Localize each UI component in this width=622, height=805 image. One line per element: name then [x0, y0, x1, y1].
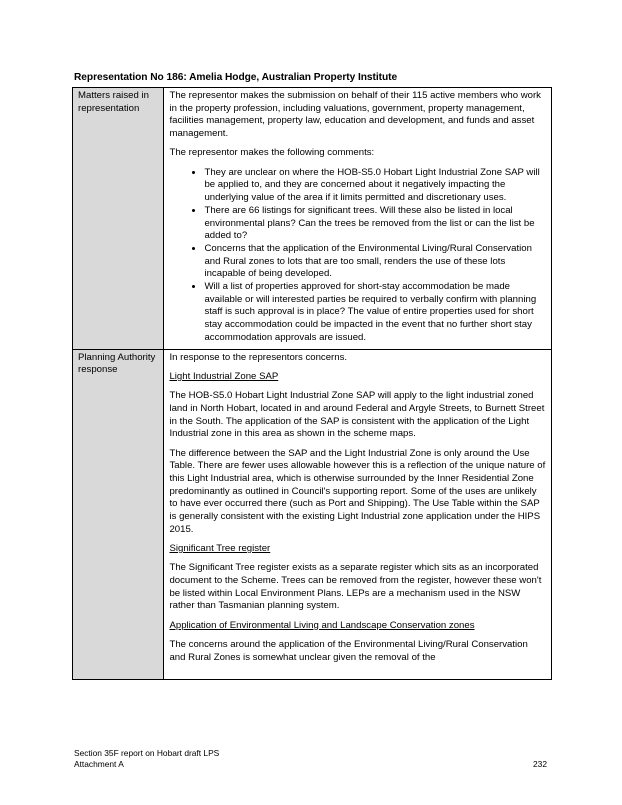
planning-heading-environmental-living: Application of Environmental Living and Landscape Conservation zones: [169, 619, 475, 631]
footer-line-1: Section 35F report on Hobart draft LPS: [74, 748, 220, 758]
planning-heading-significant-tree: Significant Tree register: [169, 543, 271, 555]
matters-paragraph-2: The representor makes the following comments:: [169, 147, 375, 159]
representation-table: [72, 87, 552, 680]
matters-content: [164, 88, 552, 350]
footer-line-2: Attachment A: [74, 758, 124, 769]
planning-label: Planning Authority response: [73, 349, 164, 679]
matters-bullet-2: • There are 66 listings for significant trees. Will these also be listed in local environmental plans? Can the trees be removed from the list or can the list be added to?: [204, 205, 546, 243]
planning-paragraph-2: The difference between the SAP and the Light Industrial Zone is only around the Use Table. There are fewer uses allowable however this is a reflection of the unique nature of this Light Industrial area, which is otherwise surrounded by the Inner Residential Zone predominantly as outlined in Council's supporting report. Some of the uses are unlikely to have ever occurred there (such as Port and Shipping). The Use Table within the SAP is generally consistent with the existing Light Industrial zone application under the HIPS 2015.: [169, 447, 546, 535]
matters-bullet-4: • Will a list of properties approved for short-stay accommodation be made available or will interested parties be required to verbally confirm with planning staff is such approval is in place? The value of entire properties used for short stay accommodation could be impacted in the event that no further short stay accommodation approvals are issued.: [204, 281, 546, 345]
footer-text: [74, 748, 219, 770]
representation-heading: Representation No 186: Amelia Hodge, Australian Property Institute: [74, 72, 398, 83]
matters-bullet-3: • Concerns that the application of the Environmental Living/Rural Conservation and Rural zones to lots that are too small, renders the use of these lots incapable of being developed.: [204, 243, 546, 281]
planning-paragraph-1: The HOB-S5.0 Hobart Light Industrial Zone SAP will apply to the light industrial zoned land in North Hobart, located in and around Federal and Argyle Streets, to Burnett Street in the South. The application of the SAP is consistent with the application of the Light Industrial zone in this area as shown in the scheme maps.: [169, 390, 545, 440]
matters-row: [73, 88, 552, 350]
planning-paragraph-4: The concerns around the application of the Environmental Living/Rural Conservation and Rural Zones is somewhat unclear given the removal of the: [169, 639, 528, 663]
planning-heading-light-industrial: Light Industrial Zone SAP: [169, 370, 279, 382]
matters-bullet-1: • They are unclear on where the HOB-S5.0 Hobart Light Industrial Zone SAP will be applied to, and they are concerned about it negatively impacting the underlying value of the area if it limits permitted and discretionary uses.: [204, 167, 546, 205]
planning-row: [73, 349, 552, 679]
matters-bullet-list: [169, 167, 546, 345]
planning-paragraph-3: The Significant Tree register exists as a separate register which sits as an incorporated document to the Scheme. Trees can be removed from the register, however these won't be listed within Local Environment Plans. LEPs are a mechanism used in the NSW rather than Tasmanian planning system.: [169, 562, 542, 612]
matters-label: Matters raised in representation: [73, 88, 164, 350]
page-number: 232: [533, 759, 547, 769]
matters-paragraph-1: The representor makes the submission on behalf of their 115 active members who work in the property profession, including valuations, government, property management, facilities management, property law, education and development, and funds and asset management.: [169, 90, 541, 140]
planning-content: [164, 349, 552, 679]
planning-intro: In response to the representors concerns.: [169, 351, 348, 363]
